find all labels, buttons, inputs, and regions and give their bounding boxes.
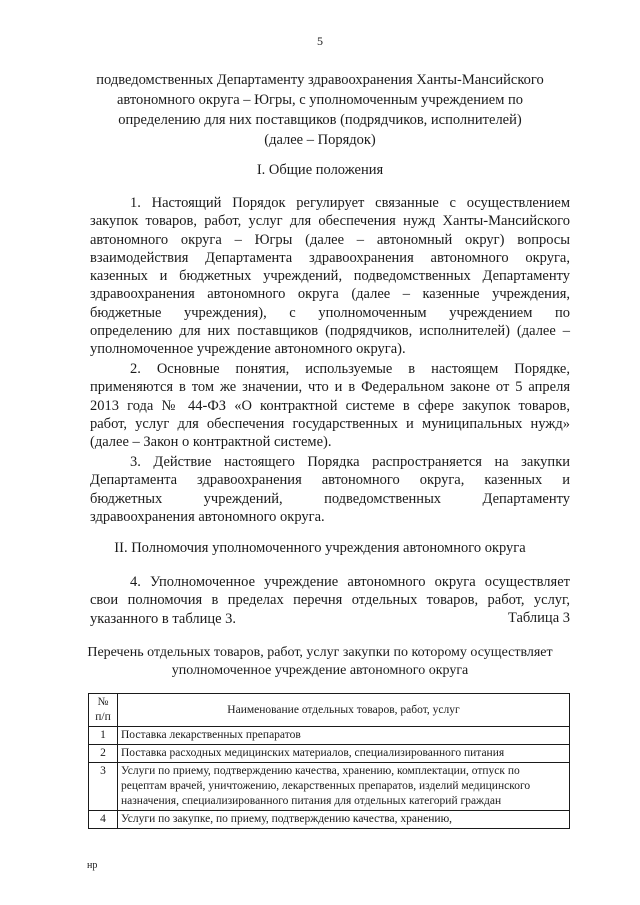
paragraph-3 <box>90 453 570 526</box>
section-1-heading: I. Общие положения <box>256 162 384 178</box>
text-line: взаимодействия Департамента здравоохранения автономного округа, <box>90 249 570 266</box>
text-line: здравоохранения автономного округа. <box>90 508 325 525</box>
text-line: определению для них поставщиков (подрядчиков, исполнителей) (далее – <box>90 323 570 340</box>
text-line: указанного в таблице 3. <box>90 610 237 627</box>
paragraph-1 <box>90 194 570 359</box>
table-row <box>89 745 570 763</box>
text-line: автономного округа – Югры (далее – автономный округ) вопросы <box>90 231 570 248</box>
footer-mark: нр <box>87 860 98 871</box>
page-number: 5 <box>317 34 323 48</box>
text-line: Департамента здравоохранения автономного округа, казенных и <box>90 472 570 489</box>
text-line: 1. Настоящий Порядок регулирует связанные с осуществлением <box>130 195 570 211</box>
caption-line: Перечень отдельных товаров, работ, услуг закупки по которому осуществляет <box>87 645 553 660</box>
goods-table <box>88 693 570 829</box>
paragraph-4 <box>90 573 570 628</box>
table-caption <box>70 644 570 680</box>
section-2-heading: II. Полномочия уполномоченного учреждения автономного округа <box>114 540 526 556</box>
row-number: 4 <box>89 811 118 829</box>
row-name: Услуги по закупке, по приему, подтверждению качества, хранению, <box>118 811 570 829</box>
row-number: 1 <box>89 727 118 745</box>
text-line: 2013 года № 44-ФЗ «О контрактной системе в сфере закупок товаров, <box>90 397 570 414</box>
title-line: автономного округа – Югры, с уполномоченным учреждением по <box>116 92 524 108</box>
title-line: определению для них поставщиков (подрядчиков, исполнителей) <box>118 112 522 128</box>
text-line: 4. Уполномоченное учреждение автономного округа осуществляет <box>130 574 570 590</box>
title-line: подведомственных Департаменту здравоохранения Ханты-Мансийского <box>96 72 544 88</box>
text-line: казенных и бюджетных учреждений, подведомственных Департаменту <box>90 268 570 285</box>
caption-line: уполномоченное учреждение автономного округа <box>171 663 469 678</box>
row-number: 2 <box>89 745 118 763</box>
text-line: свои полномочия в пределах перечня отдельных товаров, работ, услуг, <box>90 592 570 609</box>
table-label: Таблица 3 <box>507 610 570 626</box>
text-line: бюджетных учреждений, подведомственных Департаменту <box>90 490 570 507</box>
text-line: работ, услуг для обеспечения государственных и муниципальных нужд» <box>90 415 570 432</box>
document-title <box>70 70 570 150</box>
text-line: 2. Основные понятия, используемые в настоящем Порядке, <box>130 361 570 377</box>
table-header-row <box>89 694 570 727</box>
text-line: применяются в том же значении, что и в Федеральном законе от 5 апреля <box>90 379 570 396</box>
row-name: Поставка расходных медицинских материалов, специализированного питания <box>118 745 570 763</box>
row-number: 3 <box>89 763 118 811</box>
row-name: Поставка лекарственных препаратов <box>118 727 570 745</box>
paragraph-2 <box>90 360 570 451</box>
title-line: (далее – Порядок) <box>264 132 376 148</box>
header-name: Наименование отдельных товаров, работ, услуг <box>118 694 570 727</box>
row-name: Услуги по приему, подтверждению качества, хранению, комплектации, отпуск по рецептам врачей, уничтожению, лекарственных препаратов, изделий медицинского назначения, специализированного питания для отдельных категорий граждан <box>118 763 570 811</box>
text-line: здравоохранения автономного округа (далее – казенные учреждения, <box>90 286 570 303</box>
text-line: закупок товаров, работ, услуг для обеспечения нужд Ханты-Мансийского <box>90 213 570 230</box>
text-line: бюджетные учреждения), с уполномоченным учреждением по <box>90 304 570 321</box>
text-line: (далее – Закон о контрактной системе). <box>90 434 332 451</box>
table-row <box>89 811 570 829</box>
header-number: № п/п <box>89 694 118 727</box>
text-line: 3. Действие настоящего Порядка распространяется на закупки <box>130 454 570 470</box>
text-line: уполномоченное учреждение автономного округа). <box>90 341 406 358</box>
table-row <box>89 727 570 745</box>
table-row <box>89 763 570 811</box>
